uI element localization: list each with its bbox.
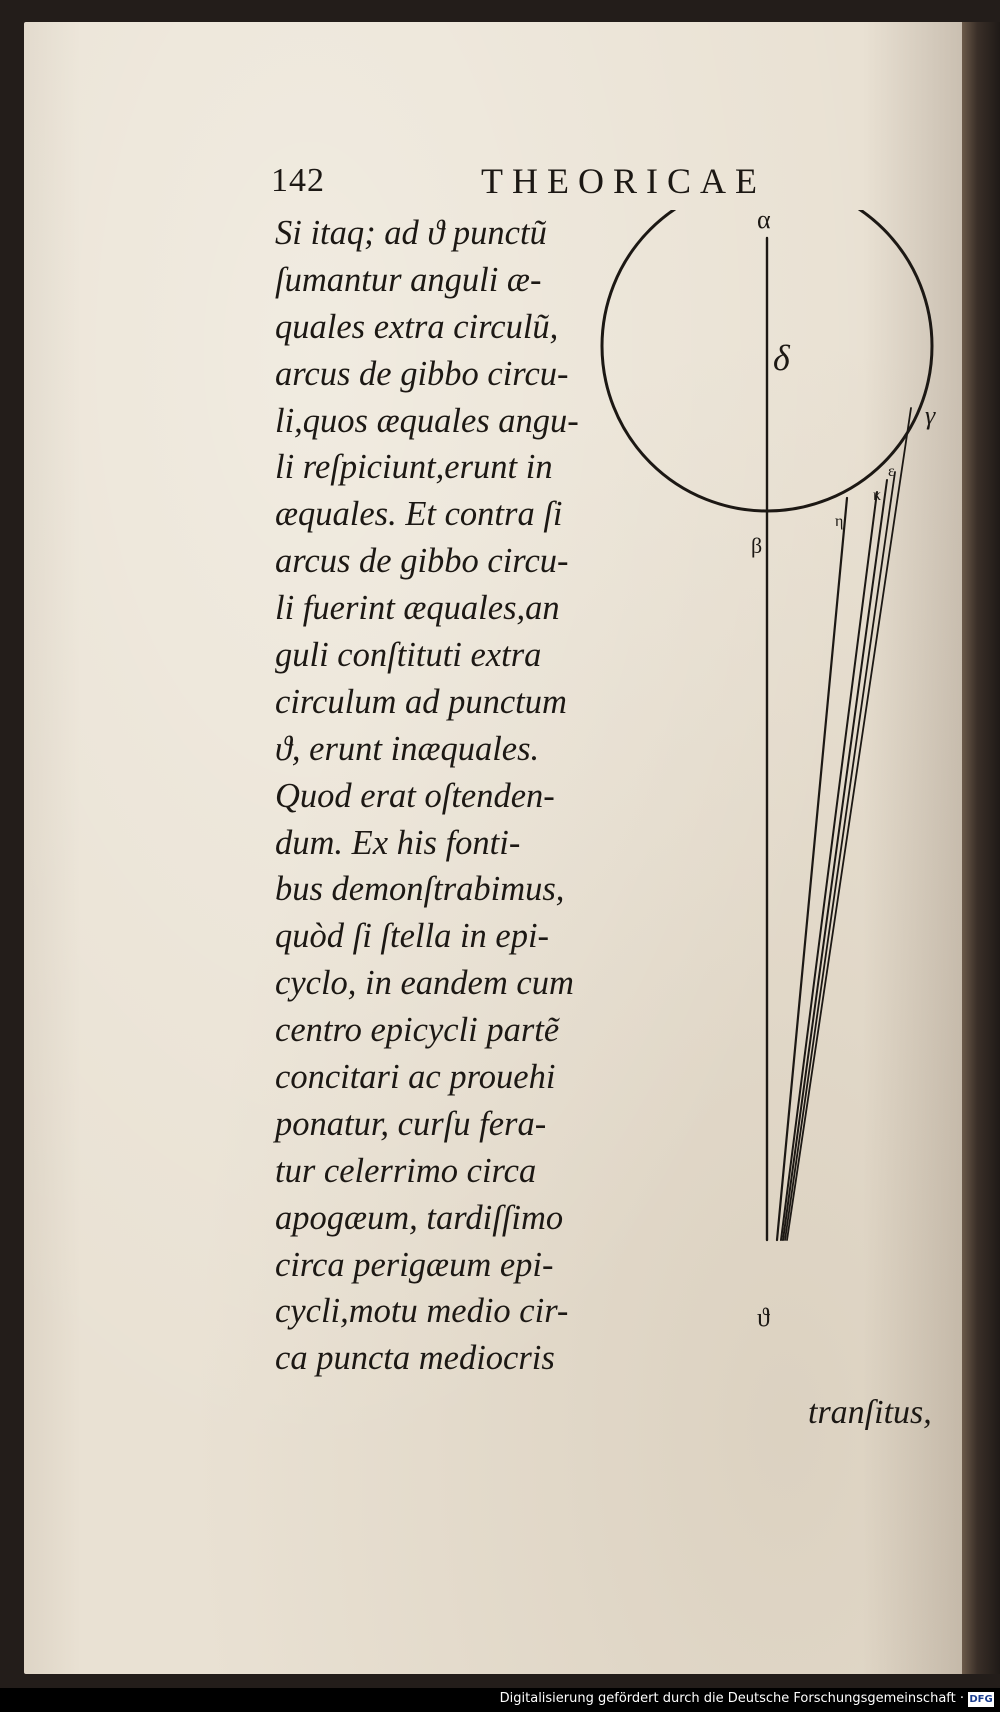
text-line: centro epicycli partẽ [275, 1011, 560, 1050]
text-line: quòd ſi ſtella in epi- [275, 917, 550, 956]
text-line: Quod erat oſtenden- [275, 776, 555, 815]
line-epsilon2-theta [785, 472, 895, 1240]
text-line: ſumantur anguli æ- [275, 260, 542, 299]
text-line: ca puncta mediocris [275, 1339, 555, 1378]
line-gamma-theta [787, 408, 911, 1240]
label-epsilon: ε [888, 463, 895, 480]
text-line: li fuerint æquales,an [275, 589, 560, 628]
label-gamma: γ [925, 401, 936, 430]
footer-credit: Digitalisierung gefördert durch die Deutsche Forschungsgemeinschaft · [499, 1691, 964, 1706]
digitization-footer [0, 1688, 1000, 1712]
text-line: cycli,motu medio cir- [275, 1292, 569, 1331]
line-kappa-theta [781, 492, 877, 1240]
label-beta: β [751, 533, 763, 558]
label-delta: δ [773, 338, 790, 378]
text-line: apogæum, tardiſſimo [275, 1198, 564, 1237]
label-alpha: α [757, 210, 771, 234]
label-kappa: κ [873, 487, 882, 504]
catchword: tranſitus, [808, 1394, 932, 1431]
page-number: 142 [271, 162, 325, 199]
label-eta: η [835, 513, 844, 530]
page-header [271, 158, 791, 206]
body-text [275, 210, 595, 1382]
text-line: guli conſtituti extra [275, 636, 542, 675]
text-line: ponatur, curſu fera- [275, 1104, 547, 1143]
text-line: dum. Ex his fonti- [275, 823, 521, 862]
text-line: concitari ac prouehi [275, 1058, 556, 1097]
text-line: li reſpiciunt,erunt in [275, 448, 553, 487]
text-line: quales extra circulũ, [275, 307, 559, 346]
text-line: arcus de gibbo circu- [275, 354, 569, 393]
running-title: THEORICAE [481, 161, 766, 201]
text-line: Si itaq; ad ϑ punctũ [275, 214, 547, 252]
text-line: ϑ, erunt inæquales. [275, 729, 540, 768]
text-line: æquales. Et contra ſi [275, 495, 563, 534]
text-line: cyclo, in eandem cum [275, 964, 574, 1003]
text-line: circulum ad punctum [275, 682, 567, 721]
text-line: arcus de gibbo circu- [275, 542, 569, 581]
text-line: li,quos æquales angu- [275, 401, 579, 440]
dfg-logo: DFG [969, 1694, 993, 1705]
label-theta: ϑ [757, 1303, 770, 1332]
epicycle-diagram [595, 210, 975, 1340]
text-line: circa perigæum epi- [275, 1245, 554, 1284]
line-eta-theta [777, 498, 847, 1240]
line-epsilon-theta [783, 480, 887, 1240]
text-line: bus demonſtrabimus, [275, 870, 565, 909]
text-line: tur celerrimo circa [275, 1151, 537, 1190]
